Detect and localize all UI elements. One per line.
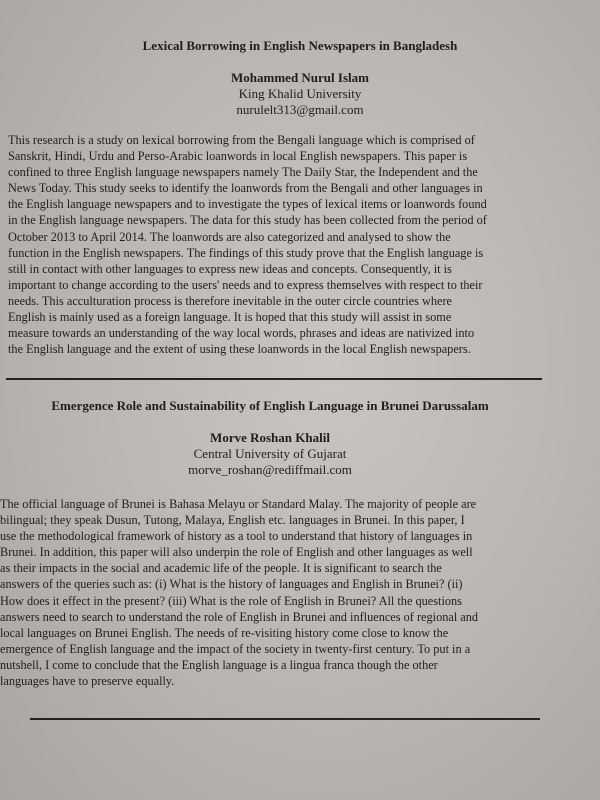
abstract-line: in the English language newspapers. The data for this study has been collected from the period of (8, 213, 487, 228)
article-1-abstract (8, 132, 542, 357)
section-divider (6, 378, 542, 380)
abstract-line: News Today. This study seeks to identify the loanwords from the Bengali and other languages in (8, 181, 483, 196)
abstract-line: Sanskrit, Hindi, Urdu and Perso-Arabic loanwords in local English newspapers. This paper is (8, 149, 468, 164)
abstract-line: answers need to search to understand the role of English in Brunei and influences of regional and (0, 609, 479, 624)
abstract-line: answers of the queries such as: (i) What is the history of languages and English in Brunei? (ii) (0, 577, 463, 592)
article-2-author-block (0, 430, 540, 478)
abstract-line: languages have to preserve equally. (0, 674, 175, 689)
abstract-line: emergence of English language and the impact of the society in twenty-first century. To put in a (0, 641, 471, 656)
abstract-line: measure towards an understanding of the way local words, phrases and ideas are nativized into (8, 326, 475, 341)
article-1-title: Lexical Borrowing in English Newspapers in Bangladesh (142, 38, 458, 53)
abstract-line: still in contact with other languages to express new ideas and concepts. Consequently, it is (8, 261, 452, 276)
abstract-line: important to change according to the users' needs and to express themselves with respect to their (8, 277, 483, 292)
article-1-author-block (0, 70, 600, 118)
article-2-email: morve_roshan@rediffmail.com (188, 462, 352, 477)
article-2-author: Morve Roshan Khalil (210, 430, 330, 445)
abstract-line: English is mainly used as a foreign language. It is hoped that this study will assist in some (8, 310, 452, 325)
abstract-line: the English language newspapers and to investigate the types of lexical items or loanwords found (8, 197, 487, 212)
article-2-abstract (0, 496, 538, 689)
abstract-line: October 2013 to April 2014. The loanwords are also categorized and analysed to show the (8, 229, 451, 244)
abstract-line: as their impacts in the social and academic life of the people. It is significant to search the (0, 561, 442, 576)
article-2-affiliation: Central University of Gujarat (193, 446, 347, 461)
article-1-author: Mohammed Nurul Islam (231, 70, 369, 85)
abstract-line: the English language and the extent of using these loanwords in the local English newspapers. (8, 342, 471, 357)
abstract-line: This research is a study on lexical borrowing from the Bengali language which is comprised of (8, 133, 475, 147)
article-1-email: nurulelt313@gmail.com (236, 102, 364, 117)
abstract-line: local languages on Brunei English. The needs of re-visiting history come close to know the (0, 625, 449, 640)
abstract-line: How does it effect in the present? (iii) What is the role of English in Brunei? All the questions (0, 593, 462, 608)
abstract-line: The official language of Brunei is Bahasa Melayu or Standard Malay. The majority of people are (0, 497, 477, 511)
article-2-title: Emergence Role and Sustainability of English Language in Brunei Darussalam (51, 398, 489, 413)
abstract-line: bilingual; they speak Dusun, Tutong, Malaya, English etc. languages in Brunei. In this paper, I (0, 513, 465, 528)
abstract-line: nutshell, I come to conclude that the English language is a lingua franca though the other (0, 657, 438, 672)
abstract-line: needs. This acculturation process is therefore inevitable in the outer circle countries where (8, 293, 452, 308)
abstract-line: Brunei. In addition, this paper will also underpin the role of English and other languages as well (0, 545, 473, 560)
article-1-affiliation: King Khalid University (238, 86, 362, 101)
abstract-line: confined to three English language newspapers namely The Daily Star, the Independent and the (8, 165, 478, 180)
abstract-line: use the methodological framework of history as a tool to understand that history of languages in (0, 529, 473, 544)
section-divider-bottom (30, 718, 540, 720)
abstract-line: function in the English newspapers. The findings of this study prove that the English language is (8, 245, 484, 260)
